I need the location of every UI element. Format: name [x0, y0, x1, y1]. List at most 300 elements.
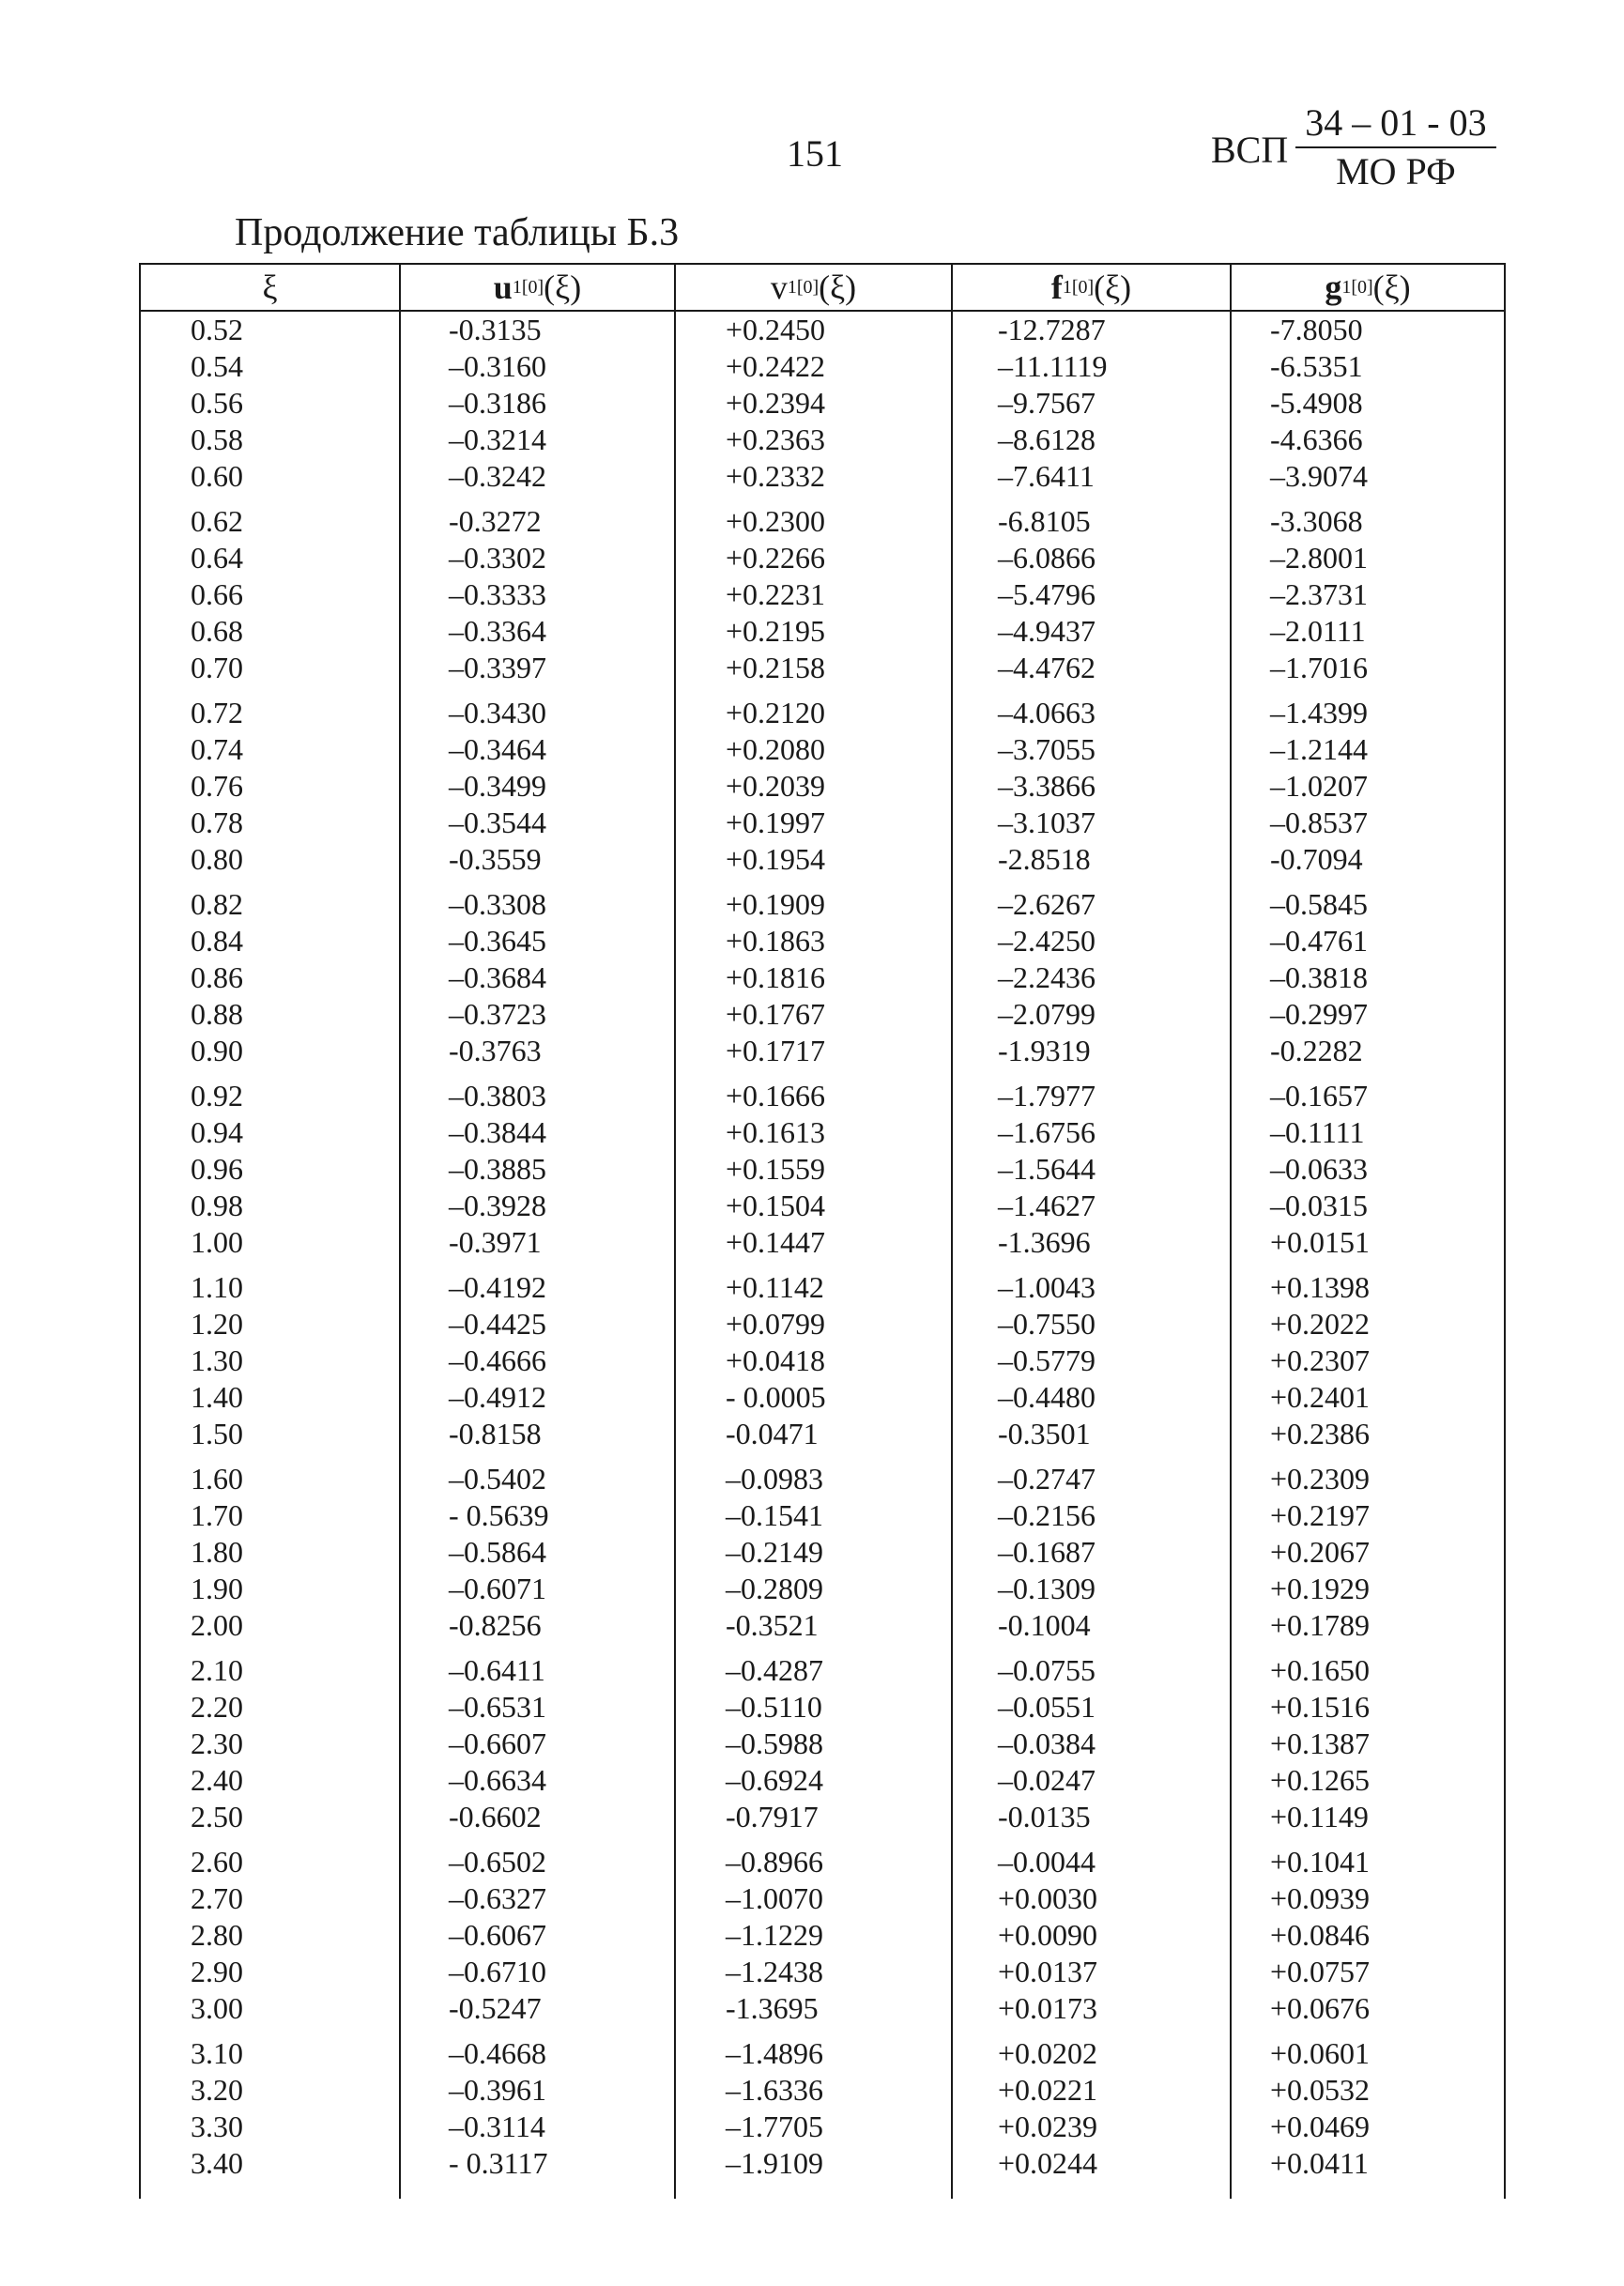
g1-cell: +0.2067 — [1270, 1535, 1371, 1569]
xi-cell: 1.10 — [191, 1270, 243, 1304]
xi-cell: 0.74 — [191, 732, 243, 766]
f1-cell: –1.5644 — [998, 1152, 1095, 1186]
column-header-f1-arg: (ξ) — [1094, 268, 1132, 306]
xi-cell: 1.50 — [191, 1417, 243, 1450]
xi-cell: 1.30 — [191, 1343, 243, 1377]
table-row — [139, 805, 1506, 841]
xi-cell: 0.98 — [191, 1189, 243, 1222]
xi-cell: 2.10 — [191, 1653, 243, 1687]
table-row — [139, 886, 1506, 923]
xi-cell: 3.00 — [191, 1991, 243, 2025]
g1-cell: +0.1516 — [1270, 1690, 1371, 1724]
v1-cell: +0.1909 — [726, 887, 826, 921]
v1-cell: –1.2438 — [726, 1955, 823, 1988]
f1-cell: +0.0221 — [998, 2073, 1098, 2107]
column-header-u1-sup: [0] — [521, 276, 544, 298]
column-header-f1-sub: 1 — [1062, 276, 1072, 298]
xi-cell: 0.92 — [191, 1079, 243, 1112]
v1-cell: -0.3521 — [726, 1608, 819, 1642]
f1-cell: +0.0030 — [998, 1881, 1098, 1915]
table-row — [139, 1607, 1506, 1644]
v1-cell: +0.2450 — [726, 313, 826, 346]
u1-cell: –0.4192 — [449, 1270, 546, 1304]
xi-cell: 1.60 — [191, 1462, 243, 1496]
u1-cell: –0.3308 — [449, 887, 546, 921]
v1-cell: +0.2120 — [726, 696, 826, 729]
g1-cell: –2.0111 — [1270, 614, 1366, 648]
u1-cell: –0.3723 — [449, 997, 546, 1031]
xi-cell: 2.60 — [191, 1845, 243, 1879]
table-row — [139, 1990, 1506, 2027]
table-row — [139, 650, 1506, 686]
u1-cell: –0.3645 — [449, 924, 546, 958]
table-row — [139, 1689, 1506, 1726]
g1-cell: +0.1041 — [1270, 1845, 1371, 1879]
v1-cell: -0.0471 — [726, 1417, 819, 1450]
g1-cell: +0.0846 — [1270, 1918, 1371, 1952]
g1-cell: -4.6366 — [1270, 422, 1363, 456]
v1-cell: +0.2332 — [726, 459, 826, 493]
f1-cell: -0.3501 — [998, 1417, 1091, 1450]
u1-cell: –0.3803 — [449, 1079, 546, 1112]
table-row — [139, 1033, 1506, 1069]
f1-cell: -0.0135 — [998, 1800, 1091, 1833]
v1-cell: –0.2809 — [726, 1572, 823, 1605]
f1-cell: –0.0044 — [998, 1845, 1095, 1879]
u1-cell: -0.8158 — [449, 1417, 542, 1450]
v1-cell: - 0.0005 — [726, 1380, 826, 1414]
xi-cell: 0.84 — [191, 924, 243, 958]
column-header-xi — [141, 265, 399, 310]
v1-cell: –0.4287 — [726, 1653, 823, 1687]
v1-cell: +0.2363 — [726, 422, 826, 456]
table-row — [139, 1497, 1506, 1534]
xi-cell: 0.78 — [191, 805, 243, 839]
v1-cell: -1.3695 — [726, 1991, 819, 2025]
table-row — [139, 959, 1506, 996]
u1-cell: –0.6502 — [449, 1845, 546, 1879]
xi-cell: 2.00 — [191, 1608, 243, 1642]
g1-cell: +0.0532 — [1270, 2073, 1371, 2107]
v1-cell: +0.1863 — [726, 924, 826, 958]
f1-cell: –3.7055 — [998, 732, 1095, 766]
f1-cell: –4.4762 — [998, 651, 1095, 684]
g1-cell: +0.0757 — [1270, 1955, 1371, 1988]
table-row — [139, 1534, 1506, 1571]
xi-cell: 1.70 — [191, 1498, 243, 1532]
table-row — [139, 1224, 1506, 1261]
table-row — [139, 348, 1506, 385]
v1-cell: +0.0799 — [726, 1307, 826, 1341]
column-header-v1-sup: [0] — [796, 276, 820, 298]
g1-cell: +0.1387 — [1270, 1726, 1371, 1760]
xi-cell: 2.40 — [191, 1763, 243, 1797]
g1-cell: +0.0939 — [1270, 1881, 1371, 1915]
v1-cell: +0.0418 — [726, 1343, 826, 1377]
xi-cell: 2.80 — [191, 1918, 243, 1952]
table-row — [139, 1844, 1506, 1880]
v1-cell: +0.1666 — [726, 1079, 826, 1112]
v1-cell: +0.1447 — [726, 1225, 826, 1259]
table-row — [139, 312, 1506, 348]
g1-cell: –0.4761 — [1270, 924, 1368, 958]
f1-cell: +0.0173 — [998, 1991, 1098, 2025]
table-row — [139, 1416, 1506, 1452]
u1-cell: –0.6327 — [449, 1881, 546, 1915]
column-header-u1-arg: (ξ) — [544, 268, 582, 306]
v1-cell: +0.1816 — [726, 960, 826, 994]
u1-cell: –0.3430 — [449, 696, 546, 729]
data-table — [139, 263, 1506, 2199]
u1-cell: -0.8256 — [449, 1608, 542, 1642]
f1-cell: –0.1309 — [998, 1572, 1095, 1605]
g1-cell: +0.1398 — [1270, 1270, 1371, 1304]
table-row — [139, 1151, 1506, 1188]
g1-cell: +0.0676 — [1270, 1991, 1371, 2025]
column-header-v1-sub: 1 — [787, 276, 797, 298]
g1-cell: –0.8537 — [1270, 805, 1368, 839]
g1-cell: +0.0601 — [1270, 2036, 1371, 2070]
f1-cell: –5.4796 — [998, 577, 1095, 611]
u1-cell: –0.6634 — [449, 1763, 546, 1797]
v1-cell: +0.2158 — [726, 651, 826, 684]
xi-cell: 3.10 — [191, 2036, 243, 2070]
table-row — [139, 1917, 1506, 1954]
table-row — [139, 996, 1506, 1033]
xi-cell: 3.20 — [191, 2073, 243, 2107]
u1-cell: –0.3684 — [449, 960, 546, 994]
g1-cell: -3.3068 — [1270, 504, 1363, 538]
u1-cell: –0.4668 — [449, 2036, 546, 2070]
f1-cell: -1.9319 — [998, 1034, 1091, 1067]
u1-cell: -0.3272 — [449, 504, 542, 538]
g1-cell: +0.0411 — [1270, 2146, 1369, 2180]
g1-cell: +0.1265 — [1270, 1763, 1371, 1797]
u1-cell: -0.3135 — [449, 313, 542, 346]
xi-cell: 0.62 — [191, 504, 243, 538]
g1-cell: –2.8001 — [1270, 541, 1368, 575]
f1-cell: –1.4627 — [998, 1189, 1095, 1222]
column-header-g1-sub: 1 — [1341, 276, 1352, 298]
table-row — [139, 1306, 1506, 1342]
g1-cell: +0.1929 — [1270, 1572, 1371, 1605]
g1-cell: -0.2282 — [1270, 1034, 1363, 1067]
f1-cell: –8.6128 — [998, 422, 1095, 456]
xi-cell: 0.68 — [191, 614, 243, 648]
table-row — [139, 768, 1506, 805]
table-row — [139, 1342, 1506, 1379]
f1-cell: +0.0244 — [998, 2146, 1098, 2180]
xi-cell: 0.60 — [191, 459, 243, 493]
column-header-g1-sup: [0] — [1351, 276, 1373, 298]
document-code — [1211, 103, 1496, 192]
table-row — [139, 1799, 1506, 1835]
g1-cell: –0.2997 — [1270, 997, 1368, 1031]
xi-cell: 0.52 — [191, 313, 243, 346]
xi-cell: 0.80 — [191, 842, 243, 876]
g1-cell: –1.2144 — [1270, 732, 1368, 766]
u1-cell: - 0.3117 — [449, 2146, 548, 2180]
xi-cell: 0.66 — [191, 577, 243, 611]
table-row — [139, 458, 1506, 495]
u1-cell: –0.3464 — [449, 732, 546, 766]
v1-cell: –1.6336 — [726, 2073, 823, 2107]
u1-cell: –0.3242 — [449, 459, 546, 493]
g1-cell: -0.7094 — [1270, 842, 1363, 876]
page-number: 151 — [787, 132, 843, 175]
table-row — [139, 1114, 1506, 1151]
u1-cell: –0.4425 — [449, 1307, 546, 1341]
g1-cell: -5.4908 — [1270, 386, 1363, 420]
table-row — [139, 503, 1506, 540]
g1-cell: –0.0633 — [1270, 1152, 1368, 1186]
column-header-u1-sub: 1 — [512, 276, 522, 298]
f1-cell: –2.4250 — [998, 924, 1095, 958]
v1-cell: –0.5110 — [726, 1690, 822, 1724]
column-header-v1 — [676, 265, 951, 310]
xi-cell: 2.20 — [191, 1690, 243, 1724]
xi-cell: 1.90 — [191, 1572, 243, 1605]
u1-cell: -0.3763 — [449, 1034, 542, 1067]
f1-cell: –6.0866 — [998, 541, 1095, 575]
f1-cell: -12.7287 — [998, 313, 1106, 346]
u1-cell: –0.3397 — [449, 651, 546, 684]
table-row — [139, 841, 1506, 878]
xi-cell: 0.70 — [191, 651, 243, 684]
xi-cell: 1.00 — [191, 1225, 243, 1259]
u1-cell: –0.3961 — [449, 2073, 546, 2107]
xi-cell: 0.56 — [191, 386, 243, 420]
u1-cell: –0.5402 — [449, 1462, 546, 1496]
xi-cell: 1.40 — [191, 1380, 243, 1414]
v1-cell: +0.2039 — [726, 769, 826, 803]
f1-cell: +0.0137 — [998, 1955, 1098, 1988]
u1-cell: –0.3160 — [449, 349, 546, 383]
v1-cell: +0.1613 — [726, 1115, 826, 1149]
g1-cell: –3.9074 — [1270, 459, 1368, 493]
u1-cell: -0.5247 — [449, 1991, 542, 2025]
v1-cell: +0.2300 — [726, 504, 826, 538]
u1-cell: –0.3499 — [449, 769, 546, 803]
v1-cell: –1.4896 — [726, 2036, 823, 2070]
table-row — [139, 731, 1506, 768]
xi-cell: 0.82 — [191, 887, 243, 921]
f1-cell: –0.2747 — [998, 1462, 1095, 1496]
g1-cell: +0.2307 — [1270, 1343, 1371, 1377]
g1-cell: –1.0207 — [1270, 769, 1368, 803]
table-row — [139, 1188, 1506, 1224]
table-row — [139, 2035, 1506, 2072]
g1-cell: –1.4399 — [1270, 696, 1368, 729]
g1-cell: +0.2386 — [1270, 1417, 1371, 1450]
f1-cell: –2.2436 — [998, 960, 1095, 994]
xi-cell: 2.30 — [191, 1726, 243, 1760]
u1-cell: –0.4666 — [449, 1343, 546, 1377]
xi-cell: 0.72 — [191, 696, 243, 729]
table-row — [139, 1954, 1506, 1990]
f1-cell: +0.0202 — [998, 2036, 1098, 2070]
g1-cell: +0.1789 — [1270, 1608, 1371, 1642]
g1-cell: -7.8050 — [1270, 313, 1363, 346]
v1-cell: +0.1504 — [726, 1189, 826, 1222]
column-header-v1-arg: (ξ) — [819, 268, 857, 306]
u1-cell: –0.3214 — [449, 422, 546, 456]
f1-cell: –1.6756 — [998, 1115, 1095, 1149]
f1-cell: –0.4480 — [998, 1380, 1095, 1414]
u1-cell: –0.3364 — [449, 614, 546, 648]
v1-cell: +0.2080 — [726, 732, 826, 766]
v1-cell: –1.7705 — [726, 2110, 823, 2143]
xi-cell: 0.96 — [191, 1152, 243, 1186]
column-header-f1-sup: [0] — [1071, 276, 1095, 298]
table-row — [139, 422, 1506, 458]
v1-cell: -0.7917 — [726, 1800, 819, 1833]
f1-cell: –3.3866 — [998, 769, 1095, 803]
f1-cell: –0.5779 — [998, 1343, 1095, 1377]
xi-cell: 0.58 — [191, 422, 243, 456]
f1-cell: –1.7977 — [998, 1079, 1095, 1112]
g1-cell: +0.2401 — [1270, 1380, 1371, 1414]
xi-cell: 0.94 — [191, 1115, 243, 1149]
u1-cell: –0.6710 — [449, 1955, 546, 1988]
f1-cell: –9.7567 — [998, 386, 1095, 420]
table-row — [139, 385, 1506, 422]
u1-cell: –0.3928 — [449, 1189, 546, 1222]
document-code-prefix: ВСП — [1211, 128, 1289, 171]
f1-cell: –4.9437 — [998, 614, 1095, 648]
u1-cell: –0.3114 — [449, 2110, 545, 2143]
v1-cell: –0.6924 — [726, 1763, 823, 1797]
u1-cell: –0.6411 — [449, 1653, 545, 1687]
f1-cell: –0.0551 — [998, 1690, 1095, 1724]
u1-cell: –0.3186 — [449, 386, 546, 420]
f1-cell: –2.6267 — [998, 887, 1095, 921]
f1-cell: –0.1687 — [998, 1535, 1095, 1569]
g1-cell: +0.0151 — [1270, 1225, 1371, 1259]
u1-cell: -0.6602 — [449, 1800, 542, 1833]
table-row — [139, 1461, 1506, 1497]
v1-cell: –0.2149 — [726, 1535, 823, 1569]
document-number: 34 – 01 - 03 — [1295, 103, 1495, 148]
xi-cell: 0.86 — [191, 960, 243, 994]
v1-cell: –0.1541 — [726, 1498, 823, 1532]
g1-cell: +0.2309 — [1270, 1462, 1371, 1496]
table-row — [139, 576, 1506, 613]
u1-cell: –0.5864 — [449, 1535, 546, 1569]
v1-cell: +0.2422 — [726, 349, 826, 383]
xi-cell: 1.80 — [191, 1535, 243, 1569]
u1-cell: –0.3885 — [449, 1152, 546, 1186]
table-row — [139, 613, 1506, 650]
u1-cell: –0.6607 — [449, 1726, 546, 1760]
column-header-f1-symbol: f — [1050, 268, 1063, 306]
u1-cell: –0.6067 — [449, 1918, 546, 1952]
v1-cell: +0.1997 — [726, 805, 826, 839]
g1-cell: +0.1650 — [1270, 1653, 1371, 1687]
table-row — [139, 2072, 1506, 2109]
g1-cell: -6.5351 — [1270, 349, 1363, 383]
document-code-fraction — [1295, 103, 1495, 192]
column-header-f1 — [953, 265, 1230, 310]
table-row — [139, 1652, 1506, 1689]
column-header-xi-symbol: ξ — [262, 268, 278, 306]
g1-cell: –0.1111 — [1270, 1115, 1365, 1149]
g1-cell: –0.5845 — [1270, 887, 1368, 921]
g1-cell: +0.1149 — [1270, 1800, 1369, 1833]
f1-cell: –3.1037 — [998, 805, 1095, 839]
u1-cell: –0.3333 — [449, 577, 546, 611]
g1-cell: –0.0315 — [1270, 1189, 1368, 1222]
f1-cell: –0.7550 — [998, 1307, 1095, 1341]
table-row — [139, 1571, 1506, 1607]
f1-cell: -2.8518 — [998, 842, 1091, 876]
v1-cell: +0.2231 — [726, 577, 826, 611]
u1-cell: - 0.5639 — [449, 1498, 549, 1532]
v1-cell: +0.1717 — [726, 1034, 826, 1067]
column-header-g1-symbol: g — [1325, 268, 1342, 306]
table-row — [139, 1379, 1506, 1416]
table-title: Продолжение таблицы Б.3 — [235, 211, 680, 254]
f1-cell: –7.6411 — [998, 459, 1095, 493]
u1-cell: –0.3844 — [449, 1115, 546, 1149]
table-row — [139, 923, 1506, 959]
f1-cell: –1.0043 — [998, 1270, 1095, 1304]
u1-cell: -0.3971 — [449, 1225, 542, 1259]
f1-cell: +0.0090 — [998, 1918, 1098, 1952]
document-organization: МО РФ — [1336, 150, 1456, 192]
column-header-u1-symbol: u — [493, 268, 513, 306]
f1-cell: -6.8105 — [998, 504, 1091, 538]
xi-cell: 2.90 — [191, 1955, 243, 1988]
f1-cell: –0.0384 — [998, 1726, 1095, 1760]
f1-cell: –0.2156 — [998, 1498, 1095, 1532]
xi-cell: 0.90 — [191, 1034, 243, 1067]
u1-cell: –0.6531 — [449, 1690, 546, 1724]
g1-cell: –0.1657 — [1270, 1079, 1368, 1112]
v1-cell: +0.1559 — [726, 1152, 826, 1186]
v1-cell: –1.0070 — [726, 1881, 823, 1915]
xi-cell: 0.88 — [191, 997, 243, 1031]
g1-cell: –1.7016 — [1270, 651, 1368, 684]
v1-cell: +0.1142 — [726, 1270, 824, 1304]
g1-cell: +0.0469 — [1270, 2110, 1371, 2143]
v1-cell: +0.1767 — [726, 997, 826, 1031]
f1-cell: –11.1119 — [998, 349, 1108, 383]
g1-cell: –0.3818 — [1270, 960, 1368, 994]
xi-cell: 1.20 — [191, 1307, 243, 1341]
g1-cell: –2.3731 — [1270, 577, 1368, 611]
table-row — [139, 1269, 1506, 1306]
v1-cell: +0.2195 — [726, 614, 826, 648]
column-header-v1-symbol: v — [770, 268, 788, 306]
g1-cell: +0.2022 — [1270, 1307, 1371, 1341]
u1-cell: –0.4912 — [449, 1380, 546, 1414]
f1-cell: –0.0755 — [998, 1653, 1095, 1687]
v1-cell: +0.2394 — [726, 386, 826, 420]
table-row — [139, 1880, 1506, 1917]
u1-cell: –0.3544 — [449, 805, 546, 839]
u1-cell: –0.3302 — [449, 541, 546, 575]
xi-cell: 2.70 — [191, 1881, 243, 1915]
column-header-u1 — [401, 265, 674, 310]
xi-cell: 0.64 — [191, 541, 243, 575]
v1-cell: +0.2266 — [726, 541, 826, 575]
table-row — [139, 1078, 1506, 1114]
xi-cell: 3.40 — [191, 2146, 243, 2180]
g1-cell: +0.2197 — [1270, 1498, 1371, 1532]
xi-cell: 2.50 — [191, 1800, 243, 1833]
u1-cell: -0.3559 — [449, 842, 542, 876]
